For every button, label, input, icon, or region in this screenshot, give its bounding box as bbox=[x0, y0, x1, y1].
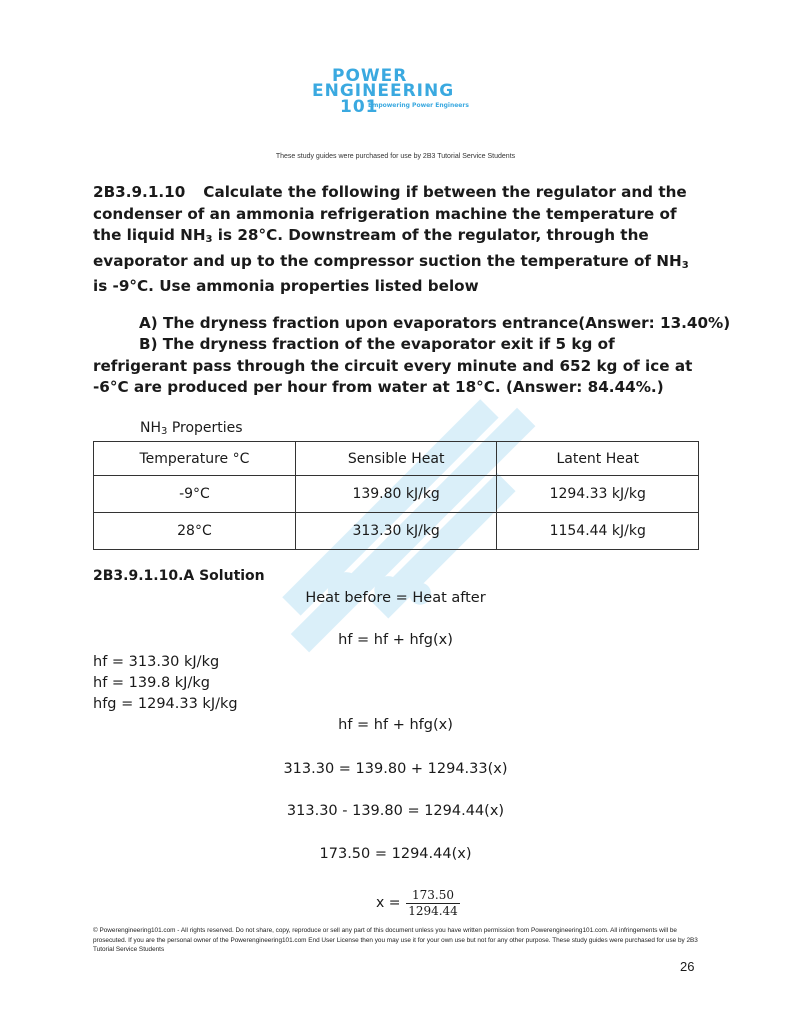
fraction-lhs: x = bbox=[376, 895, 401, 911]
footer-copyright: © Powerengineering101.com - All rights reserved. Do not share, copy, reproduce or sell any part of this document unless you have written permission from Powerengineering101.com. All infringements will be prosecuted. If you are the personal owner of the Powerengineering101.com End User License then you may use it for your own use but not for any other purpose. These study guides were purchased for use by 2B3 Tutorial Service Students bbox=[93, 927, 698, 954]
table-header: Sensible Heat bbox=[295, 442, 497, 476]
equation-step-4: 173.50 = 1294.44(x) bbox=[319, 846, 472, 862]
part-b: B) The dryness fraction of the evaporator exit if 5 kg of refrigerant pass through the circuit every minute and 652 kg of ice at -6°C are produced per hour from water at 18°C. (Answer: 84.44%.) bbox=[93, 335, 693, 397]
equation-heat-balance: Heat before = Heat after bbox=[305, 590, 486, 606]
given-hf-liquid: hf = 313.30 kJ/kg bbox=[93, 654, 220, 670]
equation-general: hf = hf + hfg(x) bbox=[338, 632, 453, 648]
solution-title: 2B3.9.1.10.A Solution bbox=[93, 568, 265, 584]
problem-text-a: Calculate the following if between the regulator and the condenser of an ammonia refrigeration machine the temperature of the liquid NH bbox=[93, 183, 687, 245]
properties-table bbox=[93, 441, 699, 550]
problem-statement bbox=[93, 182, 703, 298]
equation-step-2: 313.30 = 139.80 + 1294.33(x) bbox=[283, 761, 508, 777]
table-cell: 313.30 kJ/kg bbox=[295, 513, 497, 550]
table-cell: -9°C bbox=[94, 476, 296, 513]
problem-text-c: is -9°C. Use ammonia properties listed below bbox=[93, 277, 479, 296]
page-number: 26 bbox=[680, 959, 695, 974]
table-cell: 28°C bbox=[94, 513, 296, 550]
logo bbox=[312, 66, 482, 118]
table-cell: 1154.44 kJ/kg bbox=[497, 513, 699, 550]
problem-sub2: 3 bbox=[681, 259, 689, 271]
logo-tagline: Empowering Power Engineers bbox=[368, 102, 469, 109]
table-row bbox=[94, 513, 699, 550]
given-hf-vapor: hf = 139.8 kJ/kg bbox=[93, 675, 210, 691]
table-header-row bbox=[94, 442, 699, 476]
logo-line3: 101 bbox=[340, 97, 379, 117]
part-a: A) The dryness fraction upon evaporators entrance(Answer: 13.40%) bbox=[139, 314, 731, 332]
given-hfg: hfg = 1294.33 kJ/kg bbox=[93, 696, 238, 712]
table-header: Latent Heat bbox=[497, 442, 699, 476]
logo-line1: POWER bbox=[332, 66, 408, 86]
properties-title-sub: 3 bbox=[161, 426, 168, 437]
header-note: These study guides were purchased for use by 2B3 Tutorial Service Students bbox=[275, 153, 516, 160]
table-row bbox=[94, 476, 699, 513]
properties-title-rest: Properties bbox=[167, 420, 243, 436]
equation-step-3: 313.30 - 139.80 = 1294.44(x) bbox=[286, 803, 505, 819]
table-cell: 139.80 kJ/kg bbox=[295, 476, 497, 513]
given-values bbox=[93, 652, 238, 715]
properties-title bbox=[140, 420, 243, 437]
logo-line2: ENGINEERING bbox=[312, 81, 455, 101]
equation-step-1: hf = hf + hfg(x) bbox=[338, 717, 453, 733]
problem-number: 2B3.9.1.10 bbox=[93, 183, 186, 201]
problem-text-b: is 28°C. Downstream of the regulator, through the evaporator and up to the compressor suction the temperature of NH bbox=[93, 226, 682, 270]
table-header: Temperature °C bbox=[94, 442, 296, 476]
properties-title-main: NH bbox=[140, 420, 161, 436]
fraction-numerator: 173.50 bbox=[412, 888, 454, 902]
table-cell: 1294.33 kJ/kg bbox=[497, 476, 699, 513]
fraction-denominator: 1294.44 bbox=[408, 904, 458, 918]
problem-sub1: 3 bbox=[205, 234, 213, 246]
